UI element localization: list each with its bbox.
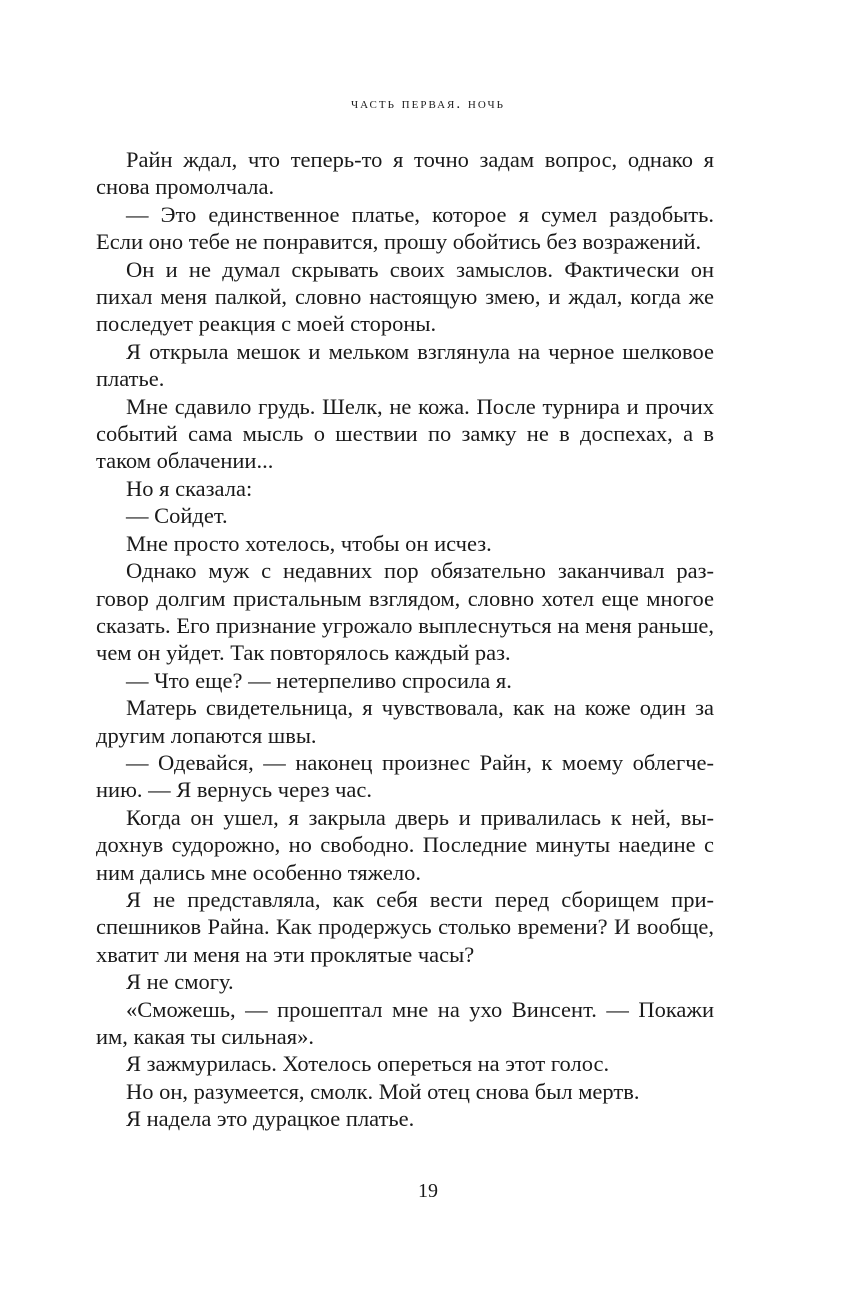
paragraph: Он и не думал скрывать своих замыслов. Фактически он пихал меня палкой, словно настоящую змею, и ждал, когда же последует реакция с моей стороны. [96,256,714,337]
paragraph: Я не смогу. [126,969,234,995]
paragraph: — Что еще? — нетерпеливо спросила я. [126,667,512,693]
paragraph: — Одевайся, — наконец произнес Райн, к моему облегчению. — Я вернусь через час. [96,749,714,803]
paragraph: Мне сдавило грудь. Шелк, не кожа. После турнира и прочих событий сама мысль о шествии по замку не в доспехах, а в таком облачении... [96,393,714,474]
running-head: часть первая. ночь [351,96,505,112]
page-number: 19 [418,1180,438,1202]
paragraph: Когда он ушел, я закрыла дверь и привалилась к ней, выдохнув судорожно, но свободно. Последние минуты наедине с ним дались мне особенно тяжело. [96,804,714,885]
paragraph: Но он, разумеется, смолк. Мой отец снова был мертв. [126,1078,640,1104]
paragraph: — Это единственное платье, которое я сумел раздобыть. Если оно тебе не понравится, прошу обойтись без возражений. [96,201,714,255]
paragraph: Однако муж с недавних пор обязательно заканчивал разговор долгим пристальным взглядом, словно хотел еще многое сказать. Его признание угрожало выплеснуться на меня раньше, чем он уйдет. Так повторялось каждый раз. [96,558,714,666]
paragraph: — Сойдет. [126,503,228,529]
paragraph: Я открыла мешок и мельком взглянула на черное шелковое платье. [96,338,714,392]
paragraph: Я надела это дурацкое платье. [126,1106,415,1132]
paragraph: Райн ждал, что теперь-то я точно задам вопрос, однако я снова промолчала. [96,147,714,200]
paragraph: Я зажмурилась. Хотелось опереться на этот голос. [126,1051,610,1077]
paragraph: Но я сказала: [126,475,253,501]
body-text [96,146,714,1133]
paragraph: Мне просто хотелось, чтобы он исчез. [126,530,492,556]
paragraph: Я не представляла, как себя вести перед сборищем приспешников Райна. Как продержусь столько времени? И вообще, хватит ли меня на эти проклятые часы? [96,886,714,967]
paragraph: Матерь свидетельница, я чувствовала, как на коже один за другим лопаются швы. [96,695,714,748]
paragraph: «Сможешь, — прошептал мне на ухо Винсент. — Покажи им, какая ты сильная». [96,996,714,1049]
